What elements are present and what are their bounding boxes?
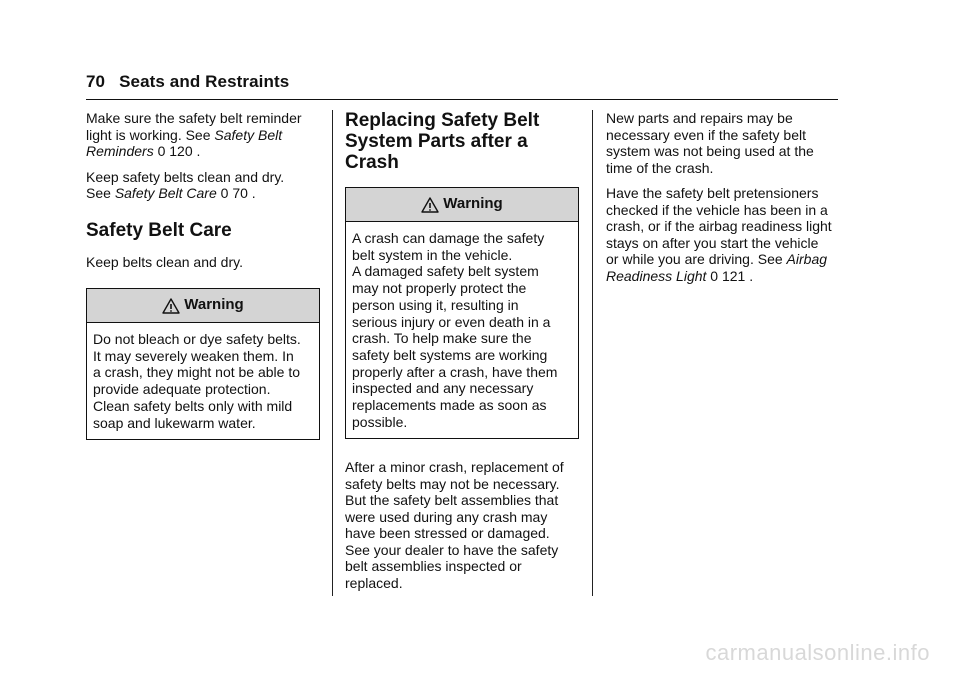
warning-body: Do not bleach or dye safety belts. It may severely weaken them. In a crash, they might not be able to provide adequate protection. Clean safety belts only with mild soap and lukewarm water. [93,331,301,431]
section-heading-replacing-parts: Replacing Safety Belt System Parts after a Crash [345,110,540,173]
section-heading-safety-belt-care: Safety Belt Care [86,219,232,241]
new-parts-paragraph: New parts and repairs may be necessary even if the safety belt system was not being used at the time of the crash. [606,110,814,176]
link-safety-belt-reminders[interactable]: Safety Belt [214,126,283,143]
column-divider-2 [592,110,593,596]
link-safety-belt-care[interactable]: Safety Belt Care [114,185,217,201]
page-number: 70 [86,72,106,91]
warning-box-1 [86,288,320,440]
pretensioners-paragraph: Have the safety belt pretensioners checked if the vehicle has been in a crash, or if the airbag readiness light stays on after you start the vehicle or while you are driving. See Airbag Readiness Light 0 121 . [606,185,832,284]
page-ref-121[interactable]: 0 121 . [710,267,754,284]
warning-title: Warning [184,296,244,314]
column-1 [86,110,320,460]
warning-icon [421,197,439,213]
keep-clean-paragraph: Keep belts clean and dry. [86,253,243,270]
header-rule [86,99,838,100]
warning-body: A crash can damage the safety belt system in the vehicle. A damaged safety belt system may not properly protect the person using it, resulting in serious injury or even death in a crash. To help make sure the safety belt systems are working properly after a crash, have them inspected and any necessary replacements made as soon as possible. [352,230,558,430]
warning-header [87,289,319,323]
reminder-paragraph: Make sure the safety belt reminder light is working. See Safety Belt Reminders 0 120 . [86,110,302,159]
page-header [86,72,289,92]
section-title: Seats and Restraints [119,72,290,91]
warning-header [346,188,578,222]
clean-dry-paragraph: Keep safety belts clean and dry. See Safety Belt Care 0 70 . [86,168,285,201]
page-ref-120[interactable]: 0 120 . [157,143,201,159]
watermark: carmanualsonline.info [705,640,930,665]
link-airbag-readiness-light[interactable]: Airbag [786,251,828,267]
minor-crash-paragraph: After a minor crash, replacement of safety belts may not be necessary. But the safety belt assemblies that were used during any crash may have been stressed or damaged. See your dealer to have the safety belt assemblies inspected or replaced. [345,459,564,591]
column-3 [606,110,840,293]
column-2 [345,110,579,600]
column-divider-1 [332,110,333,596]
page-ref-70[interactable]: 0 70 . [220,185,256,201]
warning-icon [162,298,180,314]
warning-box-2 [345,187,579,439]
warning-title: Warning [443,195,503,213]
